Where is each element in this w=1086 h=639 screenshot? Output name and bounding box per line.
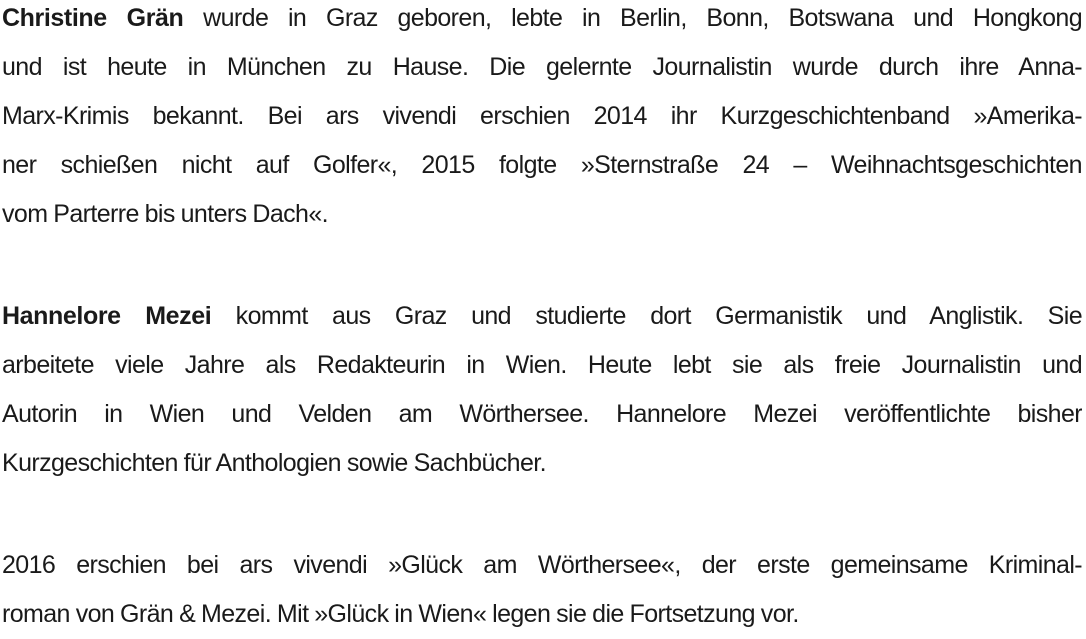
text-line: arbeitete viele Jahre als Redakteurin in Wien. Heute lebt sie als freie Journalistin und: [2, 351, 1082, 379]
text-line-content: kommt aus Graz und studierte dort Germanistik und Anglistik. Sie: [211, 302, 1082, 330]
text-line: vom Parterre bis unters Dach«.: [2, 200, 328, 228]
text-line: und ist heute in München zu Hause. Die gelernte Journalistin wurde durch ihre Anna-: [2, 53, 1082, 81]
text-line: [2, 0, 1082, 36]
text-line: [2, 298, 1082, 334]
text-line: Autorin in Wien und Velden am Wörthersee. Hannelore Mezei veröffentlichte bisher: [2, 400, 1082, 428]
text-line: roman von Grän & Mezei. Mit »Glück in Wien« legen sie die Fortsetzung vor.: [2, 600, 799, 628]
author-name-mezei: Hannelore Mezei: [2, 302, 212, 330]
text-line: Kurzgeschichten für Anthologien sowie Sachbücher.: [2, 449, 546, 477]
text-line: 2016 erschien bei ars vivendi »Glück am Wörthersee«, der erste gemeinsame Kriminal-: [2, 551, 1082, 579]
text-line: Marx-Krimis bekannt. Bei ars vivendi erschien 2014 ihr Kurzgeschichtenband »Amerika-: [2, 102, 1082, 130]
author-name-graen: Christine Grän: [2, 4, 184, 32]
text-line: ner schießen nicht auf Golfer«, 2015 folgte »Sternstraße 24 – Weihnachtsgeschichten: [2, 151, 1082, 179]
text-line-content: wurde in Graz geboren, lebte in Berlin, Bonn, Botswana und Hongkong: [183, 4, 1082, 32]
